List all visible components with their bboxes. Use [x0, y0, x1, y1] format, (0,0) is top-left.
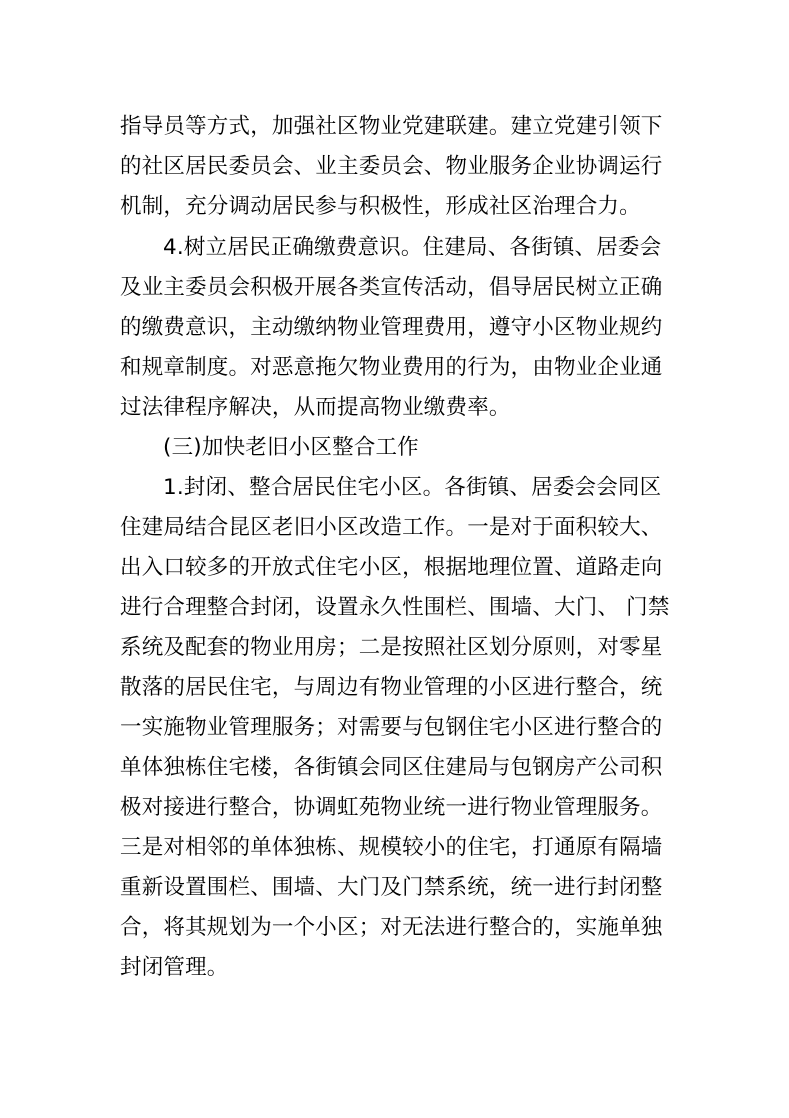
- text-line: 过法律程序解决，从而提高物业缴费率。: [120, 395, 511, 420]
- text-line: 重新设置围栏、围墙、大门及门禁系统，统一进行封闭整: [120, 875, 663, 900]
- text-line: 一实施物业管理服务；对需要与包钢住宅小区进行整合的: [120, 715, 663, 740]
- text-line: 4.树立居民正确缴费意识。住建局、各街镇、居委会: [163, 235, 662, 260]
- text-line: 的缴费意识，主动缴纳物业管理费用，遵守小区物业规约: [120, 315, 663, 340]
- text-line: 极对接进行整合，协调虹苑物业统一进行物业管理服务。: [120, 795, 663, 820]
- text-line: 机制，充分调动居民参与积极性，形成社区治理合力。: [120, 194, 641, 219]
- text-line: 和规章制度。对恶意拖欠物业费用的行为，由物业企业通: [120, 355, 663, 380]
- text-line: 系统及配套的物业用房；二是按照社区划分原则，对零星: [120, 635, 663, 660]
- text-line: 三是对相邻的单体独栋、规模较小的住宅，打通原有隔墙: [120, 835, 663, 860]
- text-line: 及业主委员会积极开展各类宣传活动，倡导居民树立正确: [120, 275, 663, 300]
- section-heading: (三)加快老旧小区整合工作: [163, 435, 419, 460]
- text-line: 封闭管理。: [120, 955, 229, 980]
- text-line: 住建局结合昆区老旧小区改造工作。一是对于面积较大、: [120, 515, 663, 540]
- text-line: 出入口较多的开放式住宅小区，根据地理位置、道路走向: [120, 555, 663, 580]
- text-line: 散落的居民住宅，与周边有物业管理的小区进行整合，统: [120, 675, 663, 700]
- text-line: 进行合理整合封闭，设置永久性围栏、围墙、大门、 门禁: [120, 595, 670, 620]
- text-line: 的社区居民委员会、业主委员会、物业服务企业协调运行: [120, 154, 663, 179]
- text-line: 指导员等方式，加强社区物业党建联建。建立党建引领下: [120, 114, 663, 139]
- text-line: 单体独栋住宅楼，各街镇会同区住建局与包钢房产公司积: [120, 755, 663, 780]
- text-line: 1.封闭、整合居民住宅小区。各街镇、居委会会同区: [163, 475, 662, 500]
- text-line: 合，将其规划为一个小区；对无法进行整合的，实施单独: [120, 915, 663, 940]
